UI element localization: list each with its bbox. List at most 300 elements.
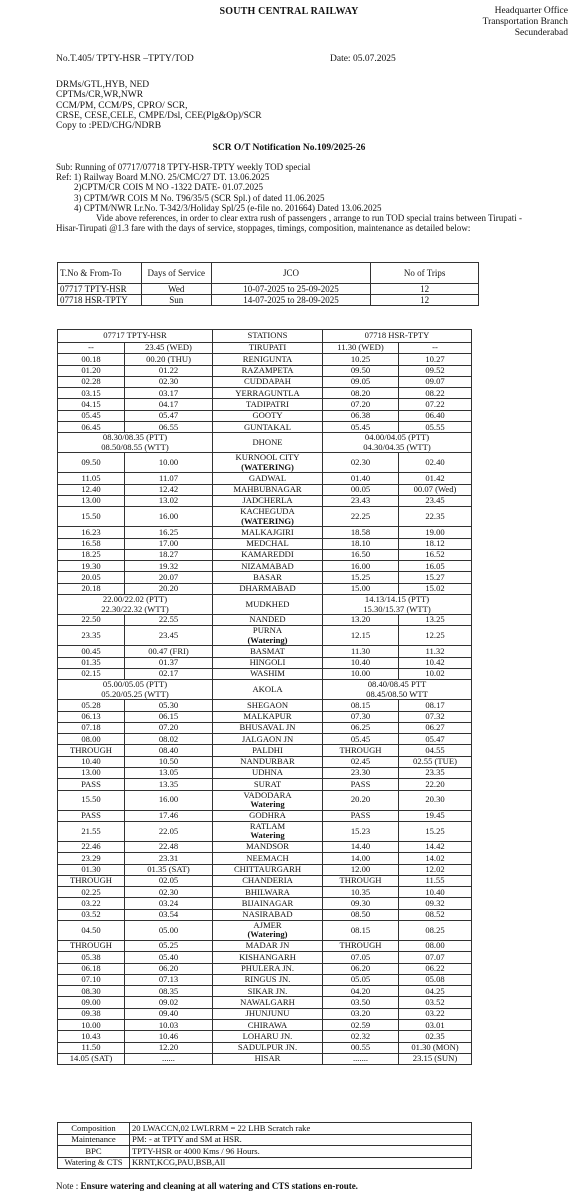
down-arrival-cell-text: 11.30	[350, 645, 371, 656]
down-arrival-cell-text: THROUGH	[339, 744, 382, 755]
down-departure-cell-text: 09.07	[425, 376, 445, 387]
down-arrival-cell-text: 18.58	[350, 526, 371, 537]
down-arrival-cell-text: 01.40	[350, 472, 371, 483]
down-arrival-cell	[323, 657, 399, 668]
down-arrival-cell	[323, 549, 399, 560]
up-departure-cell	[125, 354, 213, 365]
up-arrival-cell	[58, 1042, 125, 1053]
station-cell	[213, 549, 323, 560]
down-departure-cell-text: 08.52	[425, 909, 445, 920]
timetable-row	[58, 484, 472, 495]
timetable-header-row	[58, 330, 472, 343]
down-departure-cell	[399, 875, 472, 886]
up-times-cell-text: 05.20/05.25 (WTT)	[101, 688, 169, 699]
down-departure-cell-text: 04.25	[425, 985, 445, 996]
up-times-cell	[58, 595, 213, 615]
office-line: Headquarter Office	[494, 6, 568, 16]
up-arrival-cell-text: 09.00	[81, 996, 101, 1007]
station-cell-text: WASHIM	[250, 668, 285, 679]
up-arrival-cell-text: 07.18	[81, 722, 101, 733]
down-arrival-cell	[323, 997, 399, 1008]
down-arrival-cell	[323, 376, 399, 387]
down-arrival-cell-text: 06.25	[350, 722, 371, 733]
down-arrival-cell-text: .......	[352, 1053, 369, 1064]
down-arrival-cell-text: THROUGH	[339, 940, 382, 951]
summary-cell: 12	[371, 284, 479, 295]
station-cell-text: RATLAM	[249, 821, 286, 831]
timetable-row	[58, 376, 472, 387]
down-arrival-cell	[323, 527, 399, 538]
down-departure-cell	[399, 1053, 472, 1064]
down-departure-cell	[399, 745, 472, 756]
station-cell-text: Watering	[250, 830, 285, 841]
up-arrival-cell-text: 10.40	[81, 756, 101, 767]
down-departure-cell	[399, 756, 472, 767]
station-cell	[213, 898, 323, 909]
down-arrival-cell	[323, 1031, 399, 1042]
station-cell-text: GADWAL	[248, 472, 287, 483]
summary-header-cell: Days of Service	[141, 263, 211, 284]
timetable-row	[58, 422, 472, 433]
down-departure-cell-text: 11.32	[425, 645, 445, 656]
up-departure-cell-text: 20.07	[158, 571, 179, 582]
timetable-row	[58, 507, 472, 527]
down-arrival-cell	[323, 453, 399, 473]
summary-row	[58, 284, 479, 295]
up-arrival-cell	[58, 376, 125, 387]
down-arrival-cell-text: 12.00	[350, 864, 371, 874]
up-arrival-cell-text: 08.00	[81, 733, 101, 744]
station-cell-text: KAMAREDDI	[241, 549, 294, 560]
down-arrival-cell	[323, 898, 399, 909]
down-departure-cell	[399, 909, 472, 920]
down-departure-cell-text: 14.42	[425, 841, 445, 852]
info-row	[58, 1146, 472, 1158]
down-arrival-cell	[323, 626, 399, 646]
down-departure-cell	[399, 810, 472, 821]
down-arrival-cell-text: 15.00	[350, 583, 371, 594]
down-departure-cell	[399, 768, 472, 779]
info-row	[58, 1123, 472, 1135]
up-departure-cell-text: 10.46	[158, 1030, 179, 1041]
down-departure-cell-text: 02.35	[425, 1030, 445, 1041]
timetable-row	[58, 1053, 472, 1064]
station-cell	[213, 1042, 323, 1053]
up-departure-cell-text: 09.40	[158, 1008, 179, 1019]
down-departure-cell-text: 18.12	[425, 538, 445, 548]
up-departure-cell	[125, 974, 213, 985]
up-arrival-cell	[58, 875, 125, 886]
timetable-body	[58, 343, 472, 1065]
up-departure-cell-text: 03.24	[158, 897, 179, 908]
up-arrival-cell-text: PASS	[81, 810, 101, 821]
down-departure-cell-text: 08.17	[425, 699, 445, 710]
summary-header-cell: No of Trips	[371, 263, 479, 284]
station-cell	[213, 668, 323, 679]
up-arrival-cell	[58, 572, 125, 583]
up-departure-cell-text: 05.47	[158, 410, 179, 421]
down-arrival-cell-text: 04.20	[350, 985, 371, 996]
down-arrival-cell-text: 05.45	[350, 733, 371, 744]
down-arrival-cell	[323, 583, 399, 594]
down-arrival-cell-text: 00.55	[350, 1042, 371, 1053]
up-arrival-cell	[58, 626, 125, 646]
up-arrival-cell-text: 05.45	[81, 410, 101, 421]
station-cell	[213, 887, 323, 898]
up-departure-cell-text: 23.45	[158, 630, 179, 641]
timetable-row	[58, 810, 472, 821]
station-cell	[213, 583, 323, 594]
up-departure-cell	[125, 768, 213, 779]
station-cell-text: NANDURBAR	[240, 756, 295, 767]
up-arrival-cell-text: 01.35	[81, 657, 101, 668]
info-label: Composition	[58, 1123, 130, 1135]
station-cell-text: JALGAON JN	[241, 733, 294, 744]
station-cell	[213, 779, 323, 790]
down-departure-cell-text: 12.02	[425, 864, 445, 874]
summary-header-cell: T.No & From-To	[58, 263, 142, 284]
up-arrival-cell-text: 13.00	[81, 767, 101, 778]
down-arrival-cell	[323, 920, 399, 940]
down-arrival-cell-text: 13.20	[350, 614, 371, 625]
up-arrival-cell-text: 15.50	[81, 794, 101, 805]
station-cell-text: SIKAR JN.	[247, 985, 288, 996]
up-departure-cell-text: 22.55	[158, 614, 179, 625]
timetable-row	[58, 700, 472, 711]
up-departure-cell	[125, 376, 213, 387]
station-cell-text: JHUNJUNU	[245, 1008, 290, 1019]
up-departure-cell	[125, 484, 213, 495]
up-arrival-cell	[58, 790, 125, 810]
up-departure-cell	[125, 940, 213, 951]
up-arrival-cell-text: 12.40	[81, 484, 101, 495]
timetable	[57, 329, 472, 1065]
up-departure-cell	[125, 388, 213, 399]
down-departure-cell	[399, 1020, 472, 1031]
up-departure-cell-text: ......	[162, 1053, 175, 1064]
down-departure-cell-text: 19.45	[425, 810, 445, 821]
down-arrival-cell-text: 23.30	[350, 767, 371, 778]
down-arrival-cell	[323, 572, 399, 583]
station-cell-text: RENIGUNTA	[242, 353, 293, 364]
timetable-row	[58, 853, 472, 864]
up-departure-cell	[125, 668, 213, 679]
down-times-cell-text: 08.40/08.45 PTT	[367, 679, 427, 690]
up-arrival-cell-text: 00.18	[81, 353, 101, 364]
down-departure-cell	[399, 734, 472, 745]
down-arrival-cell-text: 05.45	[350, 421, 371, 432]
station-cell-text: MUDKHED	[245, 598, 290, 609]
up-departure-cell-text: 13.35	[158, 778, 179, 789]
down-arrival-cell-text: 18.10	[350, 538, 371, 548]
up-arrival-cell-text: 22.46	[81, 841, 101, 852]
up-departure-cell-text: 10.03	[158, 1019, 179, 1030]
down-departure-cell-text: 05.55	[425, 421, 445, 432]
station-cell	[213, 376, 323, 387]
up-arrival-cell	[58, 768, 125, 779]
up-departure-cell	[125, 952, 213, 963]
down-arrival-cell	[323, 388, 399, 399]
station-cell	[213, 963, 323, 974]
station-cell	[213, 680, 323, 700]
up-arrival-cell-text: 23.29	[81, 852, 101, 863]
station-cell-text: MADAR JN	[245, 940, 290, 951]
down-arrival-cell-text: 16.50	[350, 549, 371, 560]
up-departure-cell-text: 20.20	[158, 583, 179, 594]
down-arrival-cell	[323, 821, 399, 841]
up-arrival-cell-text: 10.00	[81, 1019, 101, 1030]
down-arrival-cell	[323, 410, 399, 421]
down-departure-cell	[399, 583, 472, 594]
down-departure-cell-text: 15.25	[425, 825, 445, 836]
summary-cell: 07717 TPTY-HSR	[58, 284, 142, 295]
up-departure-cell	[125, 453, 213, 473]
station-cell-text: VADODARA	[243, 790, 292, 800]
station-cell	[213, 484, 323, 495]
timetable-row	[58, 734, 472, 745]
up-departure-cell	[125, 422, 213, 433]
down-departure-cell-text: 13.25	[425, 614, 445, 625]
station-cell-text: NEEMACH	[246, 852, 289, 863]
station-cell	[213, 745, 323, 756]
down-departure-cell	[399, 507, 472, 527]
station-cell-text: NASIRABAD	[242, 909, 293, 920]
station-cell-text: HINGOLI	[249, 657, 286, 668]
down-arrival-cell	[323, 343, 399, 354]
station-cell	[213, 790, 323, 810]
down-departure-cell-text: 11.55	[425, 875, 445, 886]
summary-cell: 07718 HSR-TPTY	[58, 295, 142, 306]
down-arrival-cell-text: 06.20	[350, 963, 371, 974]
station-cell	[213, 615, 323, 626]
up-arrival-cell-text: 13.00	[81, 495, 101, 506]
timetable-row	[58, 343, 472, 354]
up-arrival-cell	[58, 864, 125, 875]
station-cell-text: DHARMABAD	[239, 583, 296, 594]
up-arrival-cell-text: 05.28	[81, 699, 101, 710]
down-arrival-cell-text: 08.15	[350, 699, 371, 710]
up-arrival-cell-text: 06.45	[81, 421, 101, 432]
up-departure-cell-text: 07.20	[158, 722, 179, 733]
up-arrival-cell-text: 03.22	[81, 897, 101, 908]
up-departure-cell-text: 08.40	[158, 744, 179, 755]
up-arrival-cell-text: 11.05	[81, 472, 101, 483]
up-departure-cell-text: 05.40	[158, 951, 179, 962]
up-times-cell-text: 05.00/05.05 (PTT)	[102, 679, 168, 690]
station-cell	[213, 507, 323, 527]
down-departure-cell-text: 10.40	[425, 886, 445, 897]
timetable-row	[58, 841, 472, 852]
station-cell	[213, 433, 323, 453]
down-arrival-cell	[323, 986, 399, 997]
station-cell-text: SURAT	[253, 778, 282, 789]
up-arrival-cell	[58, 646, 125, 657]
note-text: Ensure watering and cleaning at all watering and CTS stations en-route.	[80, 1181, 358, 1191]
station-cell-text: BHUSAVAL JN	[239, 722, 296, 733]
up-departure-cell-text: 08.02	[158, 733, 179, 744]
down-departure-cell-text: 01.42	[425, 472, 445, 483]
letter-date: Date: 05.07.2025	[330, 54, 396, 64]
timetable-row	[58, 711, 472, 722]
up-departure-cell	[125, 722, 213, 733]
down-arrival-cell-text: 10.25	[350, 353, 371, 364]
up-departure-cell-text: 05.25	[158, 940, 179, 951]
info-value: 20 LWACCN,02 LWLRRM = 22 LHB Scratch rake	[130, 1123, 472, 1135]
up-departure-cell	[125, 538, 213, 549]
railway-title: SOUTH CENTRAL RAILWAY	[219, 6, 359, 17]
note-line	[56, 1181, 358, 1191]
station-cell	[213, 495, 323, 506]
timetable-row	[58, 433, 472, 453]
down-departure-cell	[399, 1042, 472, 1053]
reference-line: 3) CPTM/WR COIS M No. T96/35/5 (SCR Spl.) of dated 11.06.2025	[74, 192, 325, 203]
station-cell	[213, 1053, 323, 1064]
down-departure-cell-text: 06.27	[425, 722, 445, 733]
station-cell-text: GUNTAKAL	[243, 421, 292, 432]
timetable-row	[58, 1020, 472, 1031]
station-cell-text: KURNOOL CITY	[235, 452, 300, 463]
timetable-row	[58, 668, 472, 679]
station-cell	[213, 561, 323, 572]
down-departure-cell-text: 22.35	[425, 511, 445, 522]
down-departure-cell-text: 23.35	[425, 767, 445, 778]
down-times-cell-text: 08.45/08.50 WTT	[366, 688, 428, 699]
up-departure-cell-text: 00.20 (THU)	[146, 353, 191, 364]
up-departure-cell	[125, 615, 213, 626]
summary-cell: 14-07-2025 to 28-09-2025	[211, 295, 371, 306]
station-cell-text: (WATERING)	[241, 461, 294, 472]
up-departure-cell-text: 23.45 (WED)	[145, 342, 192, 353]
down-departure-cell-text: --	[432, 342, 438, 353]
down-arrival-cell	[323, 354, 399, 365]
up-arrival-cell-text: 09.50	[81, 457, 101, 468]
up-arrival-cell	[58, 734, 125, 745]
timetable-row	[58, 354, 472, 365]
down-departure-cell-text: 03.52	[425, 996, 445, 1007]
up-arrival-cell-text: 05.38	[81, 951, 101, 962]
up-arrival-cell-text: 01.20	[81, 365, 101, 376]
up-departure-cell	[125, 790, 213, 810]
summary-table	[57, 262, 479, 306]
up-arrival-cell-text: 09.38	[81, 1008, 101, 1019]
down-departure-cell-text: 09.52	[425, 365, 445, 376]
up-arrival-cell	[58, 722, 125, 733]
up-arrival-cell-text: 04.15	[81, 398, 101, 409]
down-departure-cell-text: 08.00	[425, 940, 445, 951]
down-arrival-cell-text: 05.05	[350, 974, 371, 985]
down-departure-cell-text: 14.02	[425, 852, 445, 863]
down-departure-cell	[399, 365, 472, 376]
up-arrival-cell-text: THROUGH	[69, 744, 112, 755]
down-departure-cell-text: 04.55	[425, 744, 445, 755]
down-arrival-cell	[323, 422, 399, 433]
down-departure-cell-text: 22.20	[425, 778, 445, 789]
down-arrival-cell	[323, 365, 399, 376]
station-cell-text: TADIPATRI	[246, 398, 289, 409]
down-arrival-cell	[323, 561, 399, 572]
down-departure-cell-text: 08.25	[425, 924, 445, 935]
up-departure-cell	[125, 583, 213, 594]
up-departure-cell-text: 22.05	[158, 825, 179, 836]
station-cell	[213, 1008, 323, 1019]
down-times-cell-text: 14.13/14.15 (PTT)	[364, 594, 430, 605]
station-cell-text: MALKAJGIRI	[241, 526, 294, 537]
up-arrival-cell-text: 00.45	[81, 645, 101, 656]
station-cell-text: SHEGAON	[246, 699, 289, 710]
down-departure-cell	[399, 572, 472, 583]
up-arrival-cell	[58, 853, 125, 864]
down-arrival-cell	[323, 668, 399, 679]
down-departure-cell	[399, 974, 472, 985]
up-departure-cell-text: 00.47 (FRI)	[148, 645, 189, 656]
up-times-cell-text: 22.30/22.32 (WTT)	[101, 603, 169, 614]
up-departure-cell-text: 03.17	[158, 387, 179, 398]
station-cell	[213, 909, 323, 920]
up-arrival-cell	[58, 898, 125, 909]
up-departure-cell-text: 06.55	[158, 421, 179, 432]
down-departure-cell-text: 02.40	[425, 457, 445, 468]
down-arrival-cell-text: 09.30	[350, 897, 371, 908]
station-cell	[213, 940, 323, 951]
note-label: Note :	[56, 1181, 79, 1191]
timetable-row	[58, 1008, 472, 1019]
timetable-row	[58, 898, 472, 909]
down-arrival-cell-text: 10.35	[350, 886, 371, 897]
up-departure-cell	[125, 853, 213, 864]
down-departure-cell-text: 05.47	[425, 733, 445, 744]
timetable-row	[58, 952, 472, 963]
timetable-row	[58, 997, 472, 1008]
up-arrival-cell-text: 10.43	[81, 1030, 101, 1041]
down-departure-cell	[399, 711, 472, 722]
up-arrival-cell	[58, 963, 125, 974]
down-times-cell	[323, 433, 472, 453]
down-departure-cell	[399, 722, 472, 733]
up-departure-cell-text: 07.13	[158, 974, 179, 985]
down-arrival-cell	[323, 768, 399, 779]
station-cell-text: BASAR	[253, 571, 282, 582]
up-arrival-cell	[58, 507, 125, 527]
station-cell	[213, 354, 323, 365]
down-arrival-cell-text: 20.20	[350, 794, 371, 805]
up-arrival-cell	[58, 343, 125, 354]
down-departure-cell	[399, 343, 472, 354]
down-arrival-cell-text: 09.05	[350, 376, 371, 387]
up-departure-cell	[125, 909, 213, 920]
down-arrival-cell-text: 06.38	[350, 410, 371, 421]
down-arrival-cell-text: 07.05	[350, 951, 371, 962]
up-departure-cell	[125, 864, 213, 875]
down-departure-cell	[399, 952, 472, 963]
up-arrival-cell	[58, 365, 125, 376]
summary-cell: Sun	[141, 295, 211, 306]
timetable-row	[58, 722, 472, 733]
down-arrival-cell	[323, 864, 399, 875]
station-cell-text: RAZAMPETA	[241, 365, 294, 376]
timetable-row	[58, 399, 472, 410]
timetable-row	[58, 646, 472, 657]
up-arrival-cell-text: 06.13	[81, 711, 101, 721]
up-departure-cell-text: 06.15	[158, 711, 179, 721]
up-arrival-cell	[58, 354, 125, 365]
up-departure-cell	[125, 657, 213, 668]
timetable-row	[58, 821, 472, 841]
station-cell-text: BASMAT	[250, 645, 285, 656]
up-departure-cell-text: 02.30	[158, 886, 179, 897]
up-arrival-cell-text: PASS	[81, 778, 101, 789]
down-arrival-cell	[323, 745, 399, 756]
up-arrival-cell-text: 14.05 (SAT)	[69, 1053, 113, 1064]
